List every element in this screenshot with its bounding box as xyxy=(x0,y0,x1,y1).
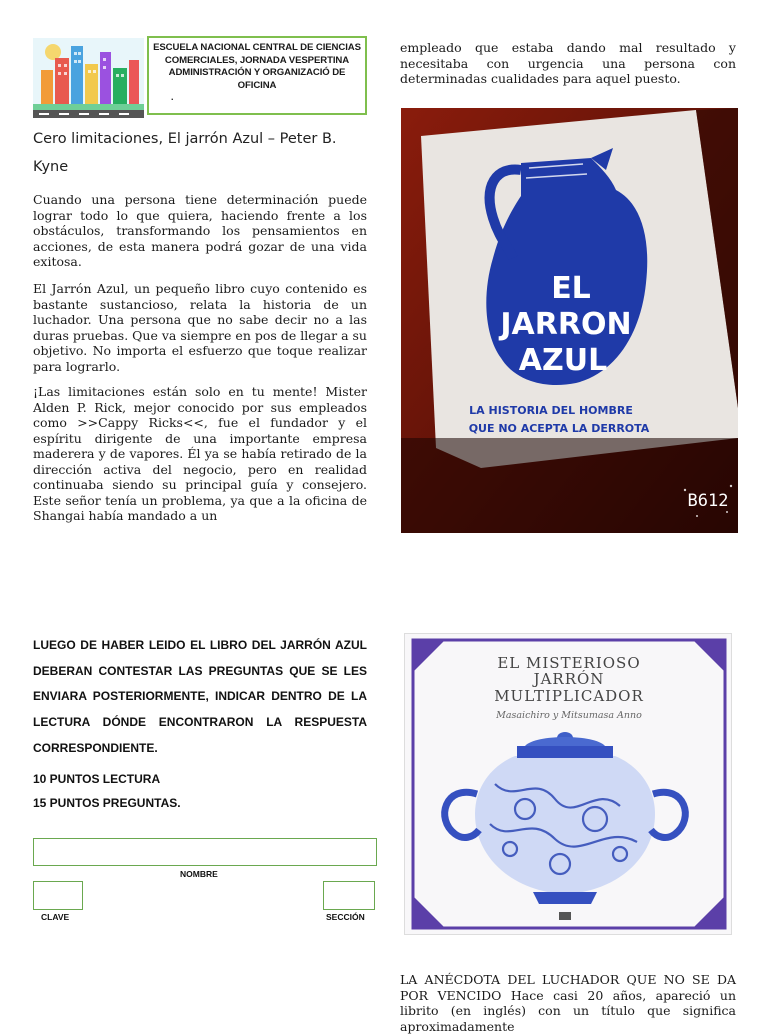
book2-authors: Masaichiro y Mitsumasa Anno xyxy=(496,710,642,721)
school-name-line: ESCUELA NACIONAL CENTRAL DE CIENCIAS xyxy=(153,42,361,53)
paragraph-intro: Cuando una persona tiene determinación puede lograr todo lo que quiera, haciendo frente a los obstáculos, transformando los pensamientos en acciones, de esta manera podrá gozar de una vida exitosa. xyxy=(33,192,367,269)
points-questions: 15 PUNTOS PREGUNTAS. xyxy=(33,796,181,810)
paragraph-story: ¡Las limitaciones están solo en tu mente! Mister Alden P. Rick, mejor conocido por sus empleados como >>Cappy Ricks<<, fue el fundador y el espíritu dirigente de una importante empresa maderera y de vapores. Él ya se había retirado de la dirección activa del negocio, pero en realidad continuaba siendo su principal guía y consejero. Este señor tenía un problema, ya que a la oficina de Shangai había mandado a un xyxy=(33,384,367,523)
article-title-line: Cero limitaciones, El jarrón Azul – Peter B. xyxy=(33,131,337,147)
cover-subtitle-line: QUE NO ACEPTA LA DERROTA xyxy=(468,422,650,435)
header-dot: . xyxy=(171,92,174,102)
cover-title-line: EL xyxy=(551,271,591,306)
cover-title-line: AZUL xyxy=(518,343,608,378)
book2-title-line: EL MISTERIOSO xyxy=(497,654,641,672)
section-field[interactable] xyxy=(323,881,375,910)
book2-title-line: MULTIPLICADOR xyxy=(494,687,644,705)
book2-title-line: JARRÓN xyxy=(533,670,605,688)
school-name-line: COMERCIALES, JORNADA VESPERTINA xyxy=(164,54,350,66)
second-book-cover xyxy=(404,633,732,935)
school-name-line: ADMINISTRACIÓN Y ORGANIZACIÓ DE xyxy=(168,67,346,78)
school-logo xyxy=(33,38,144,118)
cover-title-line: JARRON xyxy=(500,307,632,342)
section-label: SECCIÓN xyxy=(326,912,365,922)
key-label: CLAVE xyxy=(41,912,70,922)
article-title-line: Kyne xyxy=(33,159,69,175)
points-reading: 10 PUNTOS LECTURA xyxy=(33,772,161,786)
city-skyline-icon xyxy=(33,38,144,118)
photo-watermark: B612 xyxy=(687,491,729,511)
key-field[interactable] xyxy=(33,881,83,910)
assignment-instructions: LUEGO DE HABER LEIDO EL LIBRO DEL JARRÓN AZUL DEBERAN CONTESTAR LAS PREGUNTAS QUE SE LES ENVIARA POSTERIORMENTE, INDICAR DENTRO DE LA LECTURA DÓNDE ENCONTRARON LA RESPUESTA CORRESPONDIENTE. xyxy=(33,638,367,755)
name-label: NOMBRE xyxy=(180,869,218,879)
paragraph-continuation: empleado que estaba dando mal resultado y necesitaba con urgencia una persona con determinadas cualidades para aquel puesto. xyxy=(400,40,736,86)
paragraph-summary: El Jarrón Azul, un pequeño libro cuyo contenido es bastante sustancioso, relata la historia de un luchador. Una persona que no sabe decir no a las duras pruebas. Que va siempre en pos de llegar a su objetivo. No importa el esfuerzo que toque realizar para lograrlo. xyxy=(33,281,367,374)
book-cover-photo xyxy=(401,108,738,533)
paragraph-anecdote: LA ANÉCDOTA DEL LUCHADOR QUE NO SE DA POR VENCIDO Hace casi 20 años, apareció un librito (en inglés) con un título que significa aproximadamente xyxy=(400,972,736,1034)
school-name-line: OFICINA xyxy=(237,79,277,91)
school-header-box xyxy=(147,36,367,115)
cover-subtitle-line: LA HISTORIA DEL HOMBRE xyxy=(469,404,633,417)
name-field[interactable] xyxy=(33,838,377,866)
